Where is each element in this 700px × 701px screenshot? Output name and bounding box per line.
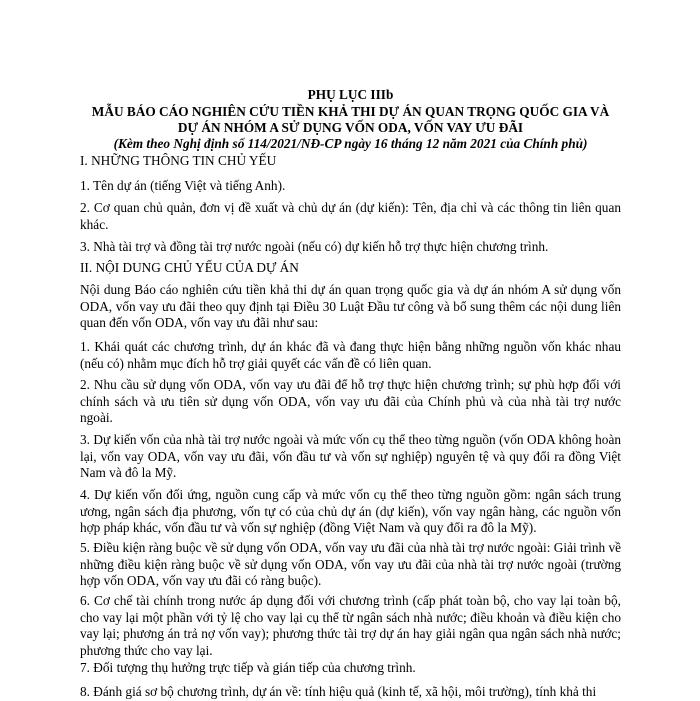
section1-item-1: 1. Tên dự án (tiếng Việt và tiếng Anh). <box>80 178 286 193</box>
section2-item-4: 4. Dự kiến vốn đối ứng, nguồn cung cấp và mức vốn cụ thể theo từng nguồn gồm: ngân sách trung ương, ngân sách địa phương, vốn tự có của chủ dự án (dự kiến), vốn vay ngân hàng, các nguồn vốn hợp pháp khác, vốn đầu tư và vốn sự nghiệp (đồng Việt Nam và quy đổi ra đô la Mỹ). <box>80 487 621 535</box>
section2-item-1: 1. Khái quát các chương trình, dự án khác đã và đang thực hiện bằng những nguồn vốn khác nhau (nếu có) nhằm mục đích hỗ trợ giải quyết các vấn đề có liên quan. <box>80 339 621 371</box>
section1-item-2: 2. Cơ quan chủ quản, đơn vị đề xuất và chủ dự án (dự kiến): Tên, địa chỉ và các thông tin liên quan khác. <box>80 200 621 232</box>
section-heading-1: I. NHỮNG THÔNG TIN CHỦ YẾU <box>80 153 277 168</box>
section2-item-8: 8. Đánh giá sơ bộ chương trình, dự án về: tính hiệu quả (kinh tế, xã hội, môi trường), tính khả thi <box>80 684 597 699</box>
section1-item-3: 3. Nhà tài trợ và đồng tài trợ nước ngoài (nếu có) dự kiến hỗ trợ thực hiện chương trình. <box>80 239 549 254</box>
section2-item-3: 3. Dự kiến vốn của nhà tài trợ nước ngoài và mức vốn cụ thể theo từng nguồn (vốn ODA không hoàn lại, vốn vay ODA, vốn vay ưu đãi, vốn đầu tư và vốn sự nghiệp) nguyên tệ và quy đổi ra đồng Việt Nam và đô la Mỹ. <box>80 432 621 480</box>
section2-item-2: 2. Nhu cầu sử dụng vốn ODA, vốn vay ưu đãi để hỗ trợ thực hiện chương trình; sự phù hợp đối với chính sách và ưu tiên sử dụng vốn ODA, vốn vay ưu đãi của Chính phủ và của nhà tài trợ nước ngoài. <box>80 377 621 425</box>
document-page <box>80 0 621 700</box>
document-subtitle: (Kèm theo Nghị định số 114/2021/NĐ-CP ngày 16 tháng 12 năm 2021 của Chính phủ) <box>113 136 588 151</box>
document-title-line1: MẪU BÁO CÁO NGHIÊN CỨU TIỀN KHẢ THI DỰ ÁN QUAN TRỌNG QUỐC GIA VÀ <box>91 104 610 119</box>
section2-item-6: 6. Cơ chế tài chính trong nước áp dụng đối với chương trình (cấp phát toàn bộ, cho vay lại toàn bộ, cho vay lại một phần với tỷ lệ cho vay lại cụ thể từ ngân sách nhà nước; điều khoản và điều kiện cho vay lại; phương án trả nợ vốn vay); phương thức tài trợ dự án hay giải ngân qua ngân sách nhà nước; phương thức cho vay lại. <box>80 593 621 658</box>
appendix-label: PHỤ LỤC IIIb <box>307 87 394 102</box>
document-title-line2: DỰ ÁN NHÓM A SỬ DỤNG VỐN ODA, VỐN VAY ƯU ĐÃI <box>177 120 524 135</box>
section2-intro: Nội dung Báo cáo nghiên cứu tiền khả thi dự án quan trọng quốc gia và dự án nhóm A sử dụng vốn ODA, vốn vay ưu đãi theo quy định tại Điều 30 Luật Đầu tư công và bổ sung thêm các nội dung liên quan đến vốn ODA, vốn vay ưu đãi như sau: <box>80 282 621 330</box>
section-heading-2: II. NỘI DUNG CHỦ YẾU CỦA DỰ ÁN <box>80 260 299 275</box>
section2-item-7: 7. Đối tượng thụ hưởng trực tiếp và gián tiếp của chương trình. <box>80 660 416 675</box>
section2-item-5: 5. Điều kiện ràng buộc về sử dụng vốn ODA, vốn vay ưu đãi của nhà tài trợ nước ngoài: Giải trình về những điều kiện ràng buộc về sử dụng vốn ODA, vốn vay ưu đãi của nhà tài trợ nước ngoài (trường hợp vốn ODA, vốn vay ưu đãi có ràng buộc). <box>80 540 621 588</box>
